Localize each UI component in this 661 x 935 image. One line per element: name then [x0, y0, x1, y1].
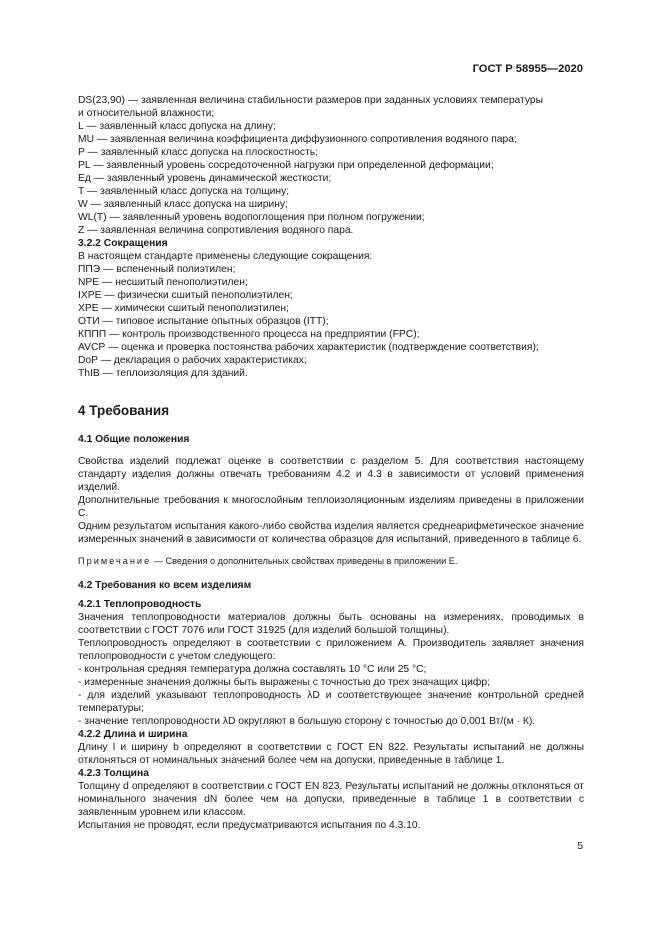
paragraph: Значения теплопроводности материалов должны быть основаны на измерениях, проводимых в соответствии с ГОСТ 7076 или ГОСТ 31925 (для изделий большой толщины).: [78, 612, 584, 636]
paragraph: Теплопроводность определяют в соответствии с приложением A. Производитель заявляет значения теплопроводности с учетом следующего:: [78, 638, 584, 662]
note: [78, 555, 584, 568]
page-number: 5: [577, 841, 583, 852]
list-item: - контрольная средняя температура должна составлять 10 °С или 25 °С;: [78, 664, 427, 675]
subsection-heading-length-width: 4.2.2 Длина и ширина: [78, 729, 188, 740]
abbreviations-intro: В настоящем стандарте применены следующие сокращения:: [78, 251, 373, 262]
symbol-line: Eд — заявленный уровень динамической жесткости;: [78, 173, 332, 184]
paragraph: Свойства изделий подлежат оценке в соответствии с разделом 5. Для соответствия настоящему стандарту изделия должны отвечать требованиям 4.2 и 4.3 в зависимости от условий применения изделий.: [78, 456, 584, 493]
list-item: - измеренные значения должны быть выражены с точностью до трех значащих цифр;: [78, 677, 490, 688]
abbreviation-item: DoP — декларация о рабочих характеристиках;: [78, 355, 307, 366]
paragraph: Толщину d определяют в соответствии с ГОСТ EN 823. Результаты испытаний не должны отклоняться от номинального значения dN более чем на допуски, приведенные в таблице 1 в соответствии с заявленным уровнем или классом.: [78, 781, 584, 818]
symbol-line: Z — заявленная величина сопротивления водяного пара.: [78, 225, 354, 236]
document-id: ГОСТ Р 58955—2020: [472, 63, 583, 75]
abbreviation-item: IXPE — физически сшитый пенополиэтилен;: [78, 290, 293, 301]
paragraph: Испытания не проводят, если предусматриваются испытания по 4.3.10.: [78, 820, 421, 831]
note-text: — Сведения о дополнительных свойствах приведены в приложении E.: [151, 556, 458, 566]
paragraph: Длину l и ширину b определяют в соответствии с ГОСТ EN 822. Результаты испытаний не должны отклоняться от номинальных значений более чем на допуски, приведенные в таблице 1.: [78, 742, 584, 766]
abbreviation-item: NPE — несшитый пенополиэтилен;: [78, 277, 248, 288]
symbol-line: MU — заявленная величина коэффициента диффузионного сопротивления водяного пара;: [78, 134, 517, 145]
symbol-line: P — заявленный класс допуска на плоскостность;: [78, 147, 318, 158]
abbreviation-item: XPE — химически сшитый пенополиэтилен;: [78, 303, 289, 314]
subsection-heading-all-products: 4.2 Требования ко всем изделиям: [78, 580, 252, 591]
list-item: - для изделий указывают теплопроводность λD и соответствующее значение контрольной средней температуры;: [78, 690, 584, 714]
symbol-line: L — заявленный класс допуска на длину;: [78, 121, 276, 132]
abbreviation-item: ППЭ — вспененный полиэтилен;: [78, 264, 236, 275]
symbol-line: DS(23,90) — заявленная величина стабильности размеров при заданных условиях температуры: [78, 95, 544, 106]
section-heading-requirements: 4 Требования: [78, 403, 170, 418]
abbreviation-item: ОТИ — типовое испытание опытных образцов (ITT);: [78, 316, 329, 327]
list-item: - значение теплопроводности λD округляют в большую сторону с точностью до 0,001 Вт/(м · К).: [78, 716, 536, 727]
symbol-line: и относительной влажности;: [78, 108, 215, 119]
symbol-line: WL(T) — заявленный уровень водопоглощения при полном погружении;: [78, 212, 425, 223]
abbreviation-item: КППП — контроль производственного процесса на предприятии (FPC);: [78, 329, 420, 340]
symbol-line: W — заявленный класс допуска на ширину;: [78, 199, 288, 210]
subsection-heading-thickness: 4.2.3 Толщина: [78, 768, 149, 779]
paragraph: Дополнительные требования к многослойным теплоизоляционным изделиям приведены в приложении C.: [78, 495, 584, 519]
page-content: [78, 94, 584, 832]
paragraph: Одним результатом испытания какого-либо свойства изделия является среднеарифметическое значение измеренных значений в зависимости от количества образцов для испытаний, приведенного в таблице 6.: [78, 521, 585, 545]
symbol-line: T — заявленный класс допуска на толщину;: [78, 186, 290, 197]
note-label: Примечание: [78, 556, 152, 566]
subsection-heading-abbreviations: 3.2.2 Сокращения: [78, 238, 168, 249]
symbol-line: PL — заявленный уровень сосредоточенной нагрузки при определенной деформации;: [78, 160, 494, 171]
abbreviation-item: ThIB — теплоизоляция для зданий.: [78, 368, 248, 379]
subsection-heading-thermal-conductivity: 4.2.1 Теплопроводность: [78, 599, 202, 610]
subsection-heading-general: 4.1 Общие положения: [78, 434, 190, 445]
abbreviation-item: AVCP — оценка и проверка постоянства рабочих характеристик (подтверждение соответствия);: [78, 342, 539, 353]
